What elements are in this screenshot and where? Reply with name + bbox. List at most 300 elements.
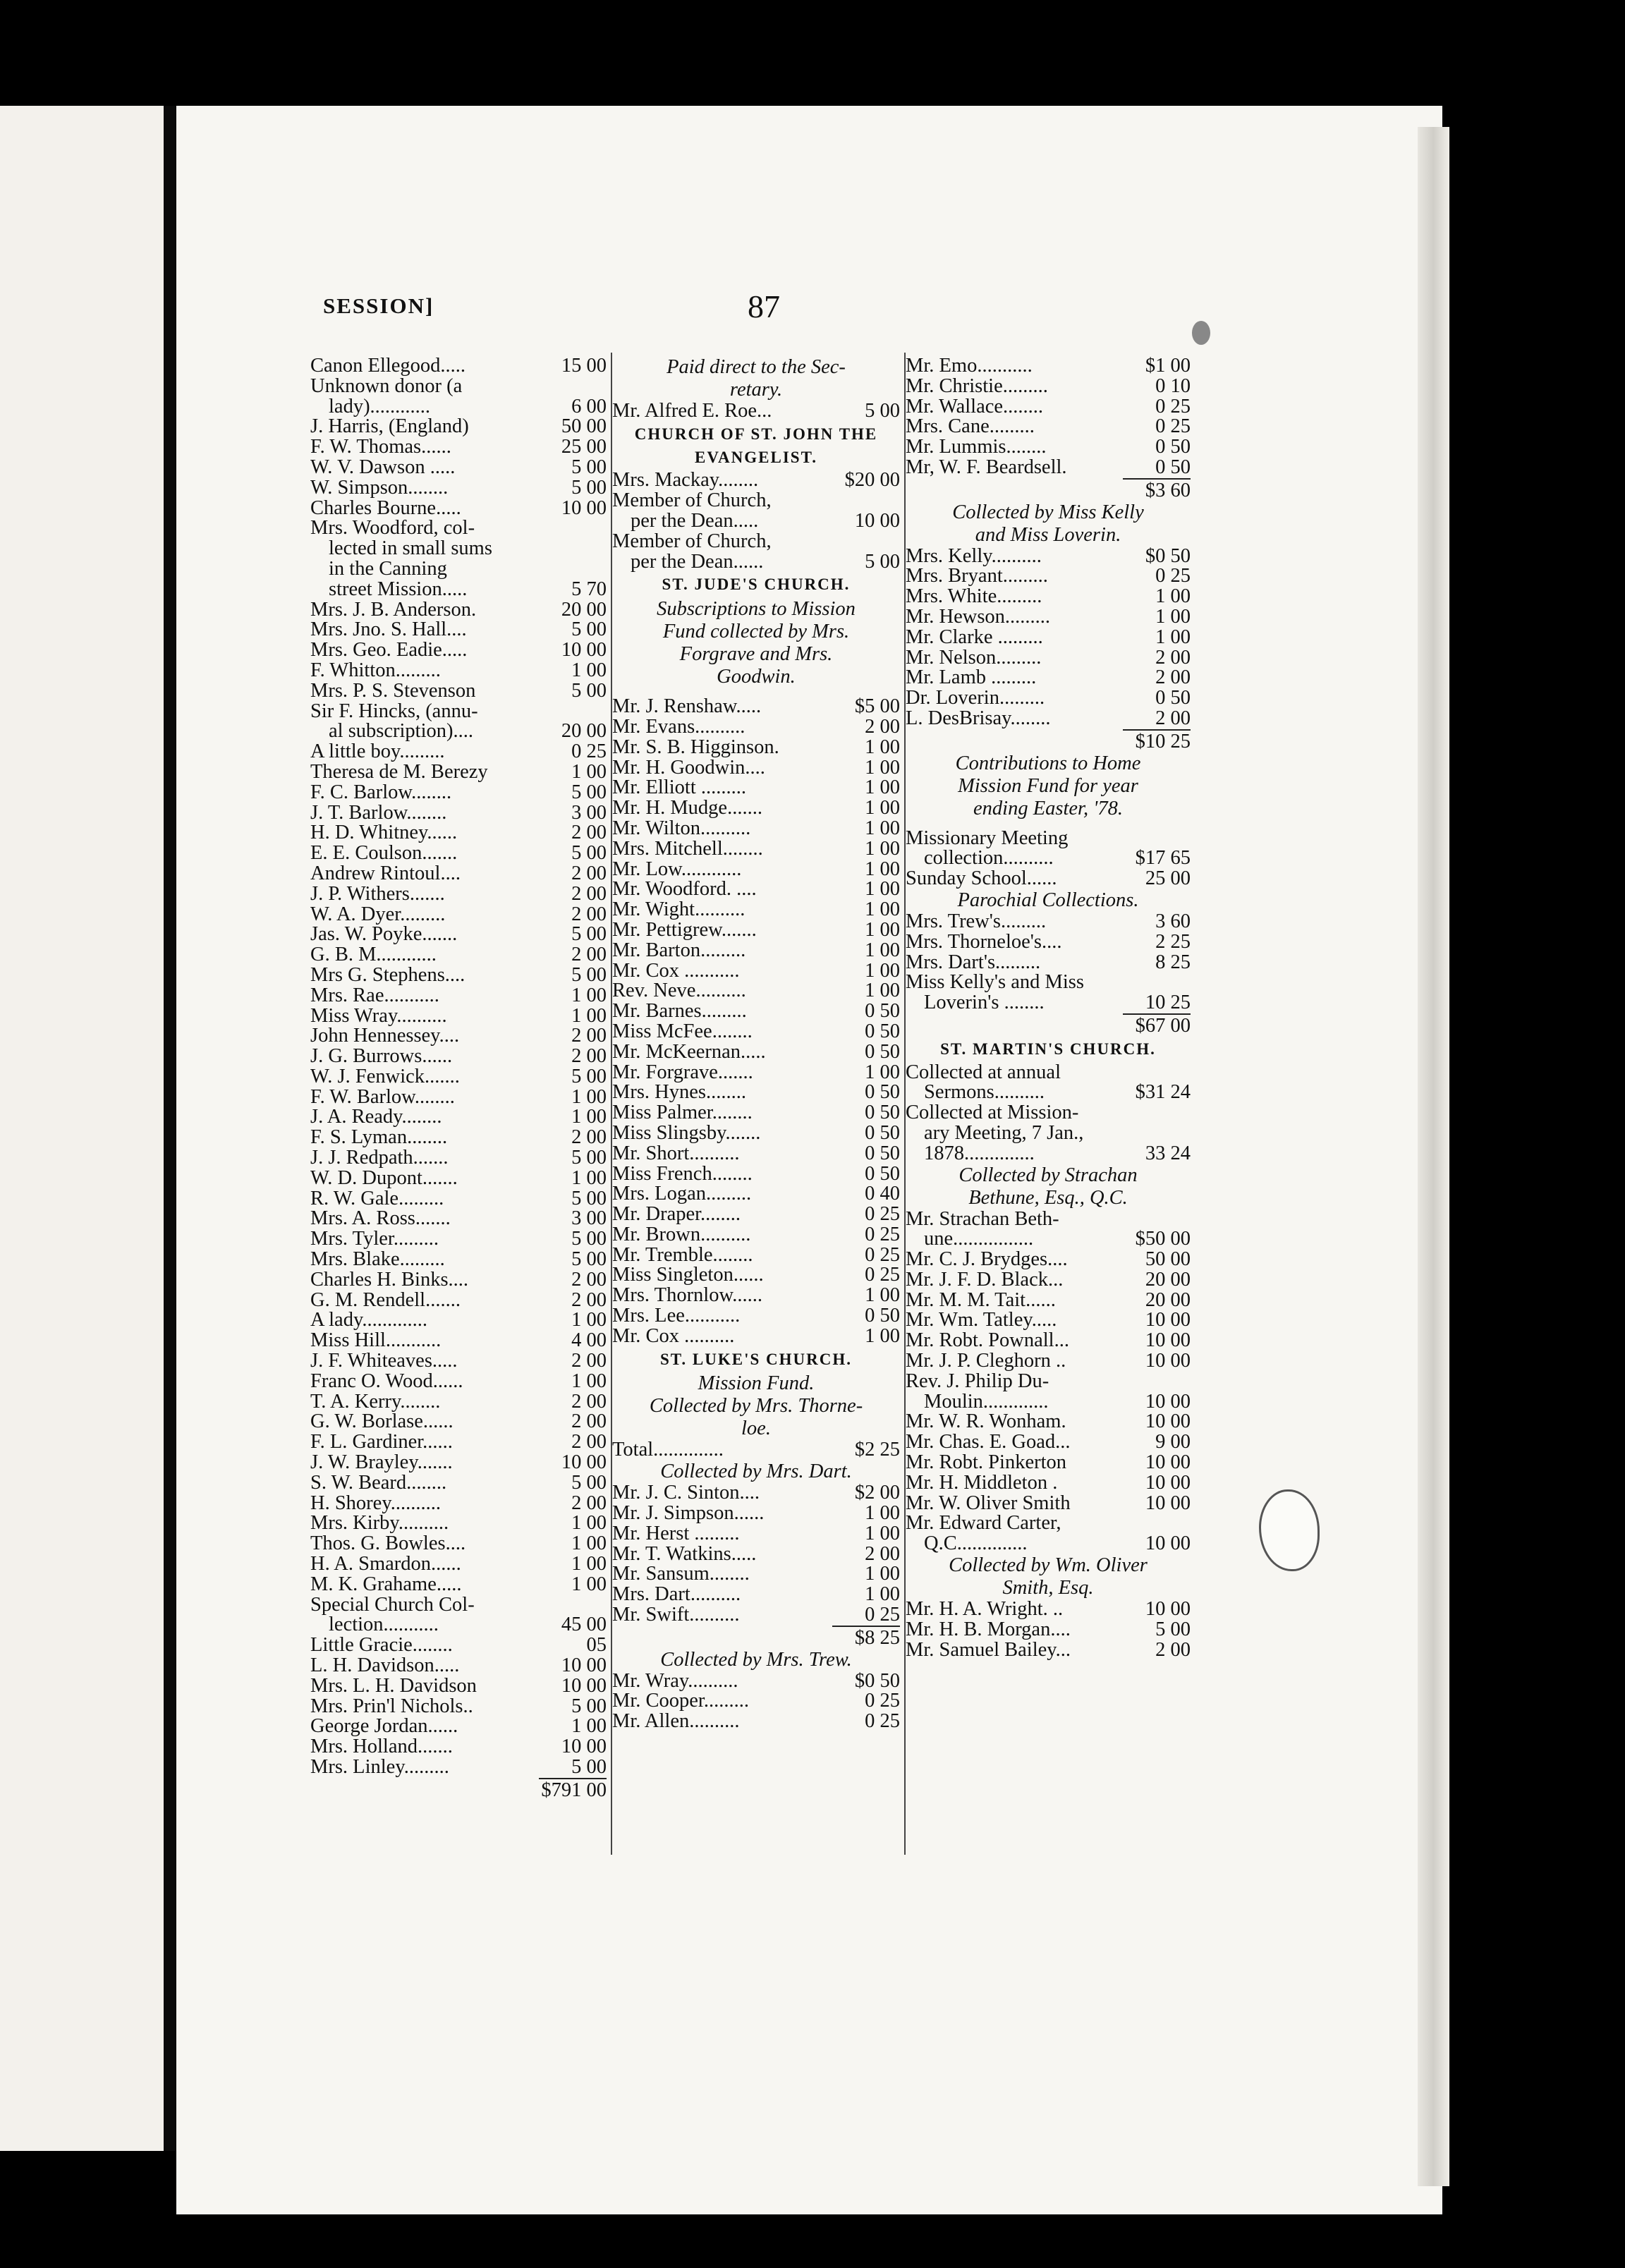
donor-name: ary Meeting, 7 Jan., bbox=[924, 1123, 1084, 1144]
donor-entry bbox=[612, 900, 900, 920]
donation-amount: 1 00 bbox=[865, 898, 900, 921]
donor-entry bbox=[612, 1265, 900, 1286]
donor-entry bbox=[906, 1640, 1191, 1661]
donor-name: Mr, W. F. Beardsell. bbox=[906, 457, 1067, 478]
donor-name: Mr. C. J. Brydges.... bbox=[906, 1250, 1068, 1270]
donor-name: Mr. M. M. Tait...... bbox=[906, 1290, 1056, 1311]
donor-entry bbox=[612, 717, 900, 738]
donor-name: Mr. Sansum........ bbox=[612, 1564, 750, 1585]
donor-name: collection.......... bbox=[924, 848, 1054, 870]
column-total bbox=[906, 1013, 1191, 1037]
italic-subheading: Collected by Wm. Oliver bbox=[949, 1554, 1148, 1577]
donor-entry bbox=[310, 1087, 607, 1108]
donation-amount: $50 00 bbox=[1135, 1228, 1191, 1250]
donor-entry bbox=[612, 470, 900, 491]
donor-name: Mr. Clarke ......... bbox=[906, 627, 1043, 648]
donor-entry bbox=[612, 1103, 900, 1123]
page-number: 87 bbox=[748, 288, 780, 324]
donation-amount: $17 65 bbox=[1135, 847, 1191, 870]
donation-amount: 10 00 bbox=[1145, 1532, 1191, 1555]
donor-entry bbox=[310, 884, 607, 905]
total-amount: $10 25 bbox=[1123, 729, 1191, 752]
donor-entry bbox=[310, 1067, 607, 1087]
donor-name: Theresa de M. Berezy bbox=[310, 762, 488, 783]
donation-amount: 5 00 bbox=[571, 842, 607, 865]
donor-name: Mr. H. Middleton . bbox=[906, 1473, 1058, 1494]
donation-amount: 0 25 bbox=[865, 1264, 900, 1286]
donor-name: Mrs. Woodford, col- bbox=[310, 518, 475, 539]
donor-name: Mr. Barnes......... bbox=[612, 1001, 747, 1022]
section-heading: ST. JUDE'S CHURCH. bbox=[662, 575, 851, 594]
donor-name: Special Church Col- bbox=[310, 1595, 475, 1616]
donor-name: Mr. Wight.......... bbox=[612, 900, 745, 920]
donor-entry bbox=[310, 1148, 607, 1169]
donor-name: Mr. Wilton.......... bbox=[612, 818, 751, 839]
donor-name: Mrs G. Stephens.... bbox=[310, 965, 465, 986]
donor-entry bbox=[906, 356, 1191, 377]
donation-amount: 1 00 bbox=[865, 1061, 900, 1083]
donor-name: Mrs. Bryant......... bbox=[906, 566, 1048, 587]
donor-entry bbox=[310, 417, 607, 437]
column-total bbox=[906, 478, 1191, 501]
donor-name: Sir F. Hincks, (annu- bbox=[310, 701, 478, 722]
donation-amount: 1 00 bbox=[1155, 605, 1191, 628]
book-gutter bbox=[164, 106, 176, 2151]
total-amount: $791 00 bbox=[539, 1778, 607, 1801]
donor-name: W. D. Dupont....... bbox=[310, 1168, 458, 1189]
donor-name: Miss Palmer........ bbox=[612, 1103, 753, 1123]
donor-entry bbox=[612, 1063, 900, 1083]
donation-amount: 10 00 bbox=[561, 1451, 607, 1474]
donor-name: F. C. Barlow........ bbox=[310, 782, 452, 803]
donor-entry bbox=[612, 920, 900, 941]
donor-name: Mr. J. Renshaw..... bbox=[612, 697, 762, 717]
donor-name: Mrs. Mackay........ bbox=[612, 470, 759, 492]
donation-amount: 3 00 bbox=[571, 801, 607, 824]
donation-amount: 10 00 bbox=[1145, 1390, 1191, 1413]
donor-entry bbox=[906, 566, 1191, 587]
donation-amount: 5 00 bbox=[571, 1248, 607, 1271]
donor-name: F. W. Barlow........ bbox=[310, 1087, 455, 1108]
donor-name: S. W. Beard........ bbox=[310, 1473, 447, 1494]
donor-entry bbox=[612, 1286, 900, 1306]
donation-amount: 0 50 bbox=[865, 1000, 900, 1023]
donation-amount: 1 00 bbox=[571, 1085, 607, 1108]
donor-entry bbox=[612, 1205, 900, 1225]
donor-entry bbox=[310, 721, 607, 742]
donation-amount: 20 00 bbox=[1145, 1268, 1191, 1291]
total-amount: $67 00 bbox=[1123, 1013, 1191, 1037]
donor-name: Dr. Loverin......... bbox=[906, 688, 1045, 709]
donor-entry bbox=[310, 1331, 607, 1351]
donor-name: Rev. J. Philip Du- bbox=[906, 1371, 1049, 1392]
donor-entry bbox=[310, 1575, 607, 1595]
donation-amount: 2 00 bbox=[571, 1288, 607, 1311]
donation-amount: 0 25 bbox=[865, 1203, 900, 1226]
donation-amount: 2 25 bbox=[1155, 930, 1191, 953]
italic-subheading: Smith, Esq. bbox=[1002, 1577, 1094, 1599]
donation-amount: 10 00 bbox=[561, 1654, 607, 1676]
donor-entry bbox=[612, 1042, 900, 1063]
donation-amount: $31 24 bbox=[1135, 1081, 1191, 1104]
donor-entry bbox=[906, 1144, 1191, 1164]
donor-entry bbox=[612, 798, 900, 819]
donor-name: Mr. Cox ........... bbox=[612, 961, 740, 982]
donation-amount: 10 00 bbox=[854, 509, 900, 532]
donor-entry bbox=[612, 1544, 900, 1565]
donor-entry bbox=[612, 1605, 900, 1626]
donor-name: G. W. Borlase...... bbox=[310, 1412, 454, 1433]
donor-name: une................ bbox=[924, 1229, 1034, 1250]
donation-amount: 1 00 bbox=[1155, 585, 1191, 608]
donor-entry bbox=[612, 511, 900, 532]
donation-amount: 1 00 bbox=[865, 980, 900, 1002]
donation-amount: 5 00 bbox=[1155, 1618, 1191, 1640]
donor-name: Mrs. Kirby.......... bbox=[310, 1513, 449, 1535]
donation-amount: 1 00 bbox=[865, 959, 900, 982]
donation-amount: 1 00 bbox=[865, 1522, 900, 1544]
donor-entry bbox=[310, 397, 607, 417]
donor-name: Mrs. Dart's......... bbox=[906, 952, 1041, 973]
donor-name: Mrs. Trew's......... bbox=[906, 911, 1047, 932]
donor-entry bbox=[612, 879, 900, 900]
donor-entry bbox=[612, 860, 900, 880]
donation-amount: 5 00 bbox=[571, 781, 607, 803]
donation-amount: $2 25 bbox=[854, 1439, 900, 1461]
donor-entry bbox=[612, 1144, 900, 1164]
donation-amount: $0 50 bbox=[854, 1669, 900, 1692]
spacer bbox=[906, 820, 1191, 829]
donation-amount: 05 bbox=[586, 1634, 607, 1657]
donor-entry bbox=[906, 993, 1191, 1013]
donor-name: Mrs. Geo. Eadie..... bbox=[310, 640, 468, 661]
donation-amount: 10 00 bbox=[561, 1736, 607, 1758]
donor-entry bbox=[310, 803, 607, 824]
donation-amount: 5 00 bbox=[571, 1471, 607, 1494]
donor-entry bbox=[906, 1229, 1191, 1250]
donor-name: Mrs. Cane......... bbox=[906, 417, 1035, 438]
donation-amount: 1 00 bbox=[865, 878, 900, 901]
italic-subheading: Collected by Mrs. Dart. bbox=[660, 1461, 852, 1483]
donation-amount: 50 00 bbox=[561, 415, 607, 438]
donor-entry bbox=[310, 1534, 607, 1554]
donor-name: Mr. W. R. Wonham. bbox=[906, 1412, 1066, 1433]
donation-amount: 0 25 bbox=[1155, 565, 1191, 587]
donor-name: J. W. Brayley....... bbox=[310, 1453, 453, 1473]
donor-name: Mr. Evans.......... bbox=[612, 717, 745, 738]
donor-entry bbox=[612, 1001, 900, 1022]
donor-name: Charles Bourne..... bbox=[310, 498, 461, 519]
donation-amount: 1 00 bbox=[865, 1502, 900, 1525]
donation-amount: 0 50 bbox=[1155, 687, 1191, 709]
donor-name: Mr. Edward Carter, bbox=[906, 1513, 1061, 1535]
donor-entry bbox=[310, 762, 607, 783]
donor-name: Mrs. Holland....... bbox=[310, 1737, 453, 1757]
donation-amount: 1 00 bbox=[571, 1004, 607, 1027]
donor-entry bbox=[310, 478, 607, 499]
donor-name: Miss Kelly's and Miss bbox=[906, 973, 1084, 994]
donor-entry bbox=[310, 823, 607, 843]
donor-name: Member of Church, bbox=[612, 531, 772, 552]
donor-entry bbox=[906, 1599, 1191, 1620]
donor-name: Little Gracie........ bbox=[310, 1635, 453, 1656]
donor-entry bbox=[310, 1453, 607, 1473]
donor-entry bbox=[906, 869, 1191, 889]
donor-entry bbox=[310, 356, 607, 377]
donation-amount: 0 25 bbox=[865, 1223, 900, 1245]
donation-amount: 3 00 bbox=[571, 1207, 607, 1230]
donor-name: Mrs. White......... bbox=[906, 587, 1042, 607]
donor-entry bbox=[310, 1473, 607, 1494]
italic-subheading: Parochial Collections. bbox=[957, 889, 1139, 911]
donor-name: Miss McFee........ bbox=[612, 1021, 753, 1042]
donor-name: Mr. J. C. Sinton.... bbox=[612, 1483, 760, 1504]
donor-name: in the Canning bbox=[329, 559, 447, 580]
donor-entry bbox=[906, 848, 1191, 869]
donor-entry bbox=[612, 1164, 900, 1185]
donor-entry bbox=[906, 1494, 1191, 1514]
total-amount: $8 25 bbox=[832, 1626, 900, 1649]
donor-name: Mr. Herst ......... bbox=[612, 1523, 740, 1544]
donation-amount: 0 50 bbox=[865, 1162, 900, 1185]
facing-page-edge bbox=[0, 106, 164, 2151]
donor-name: J. P. Withers....... bbox=[310, 884, 445, 905]
donor-name: W. Simpson........ bbox=[310, 477, 449, 499]
donor-name: Miss Wray.......... bbox=[310, 1006, 447, 1027]
donation-amount: 5 00 bbox=[571, 1065, 607, 1087]
donor-name: H. Shorey.......... bbox=[310, 1493, 441, 1514]
donation-amount: 10 00 bbox=[561, 496, 607, 519]
donation-amount: 1 00 bbox=[865, 736, 900, 758]
donation-amount: 1 00 bbox=[571, 1573, 607, 1595]
donor-name: Mr. Wm. Tatley..... bbox=[906, 1310, 1057, 1331]
donor-name: H. D. Whitney...... bbox=[310, 823, 458, 844]
donation-amount: 25 00 bbox=[1145, 867, 1191, 890]
donation-amount: 5 70 bbox=[571, 578, 607, 600]
donor-entry bbox=[310, 1656, 607, 1676]
donor-name: al subscription).... bbox=[329, 721, 474, 743]
donor-entry bbox=[612, 1022, 900, 1042]
donor-name: Mrs. Lee........... bbox=[612, 1306, 741, 1327]
italic-subheading: Paid direct to the Sec- bbox=[667, 356, 846, 378]
section-heading: CHURCH OF ST. JOHN THE bbox=[634, 425, 878, 443]
donation-amount: 2 00 bbox=[571, 903, 607, 925]
donation-amount: 20 00 bbox=[1145, 1288, 1191, 1311]
donation-amount: 33 24 bbox=[1145, 1142, 1191, 1164]
donation-amount: 20 00 bbox=[561, 720, 607, 743]
donor-name: Collected at annual bbox=[906, 1062, 1061, 1083]
donor-entry bbox=[612, 1184, 900, 1205]
donor-name: Mrs. Kelly.......... bbox=[906, 546, 1042, 567]
italic-subheading: loe. bbox=[741, 1418, 771, 1440]
column-total bbox=[906, 729, 1191, 752]
donor-entry bbox=[310, 742, 607, 762]
donation-amount: 0 50 bbox=[865, 1040, 900, 1063]
donation-amount: $1 00 bbox=[1145, 355, 1191, 377]
donor-name: Mr. Lummis........ bbox=[906, 437, 1047, 458]
donor-entry bbox=[906, 1331, 1191, 1351]
donation-amount: 0 50 bbox=[865, 1102, 900, 1124]
donation-amount: 45 00 bbox=[561, 1614, 607, 1636]
donor-entry bbox=[310, 925, 607, 945]
donor-name: Mr. Tremble........ bbox=[612, 1245, 753, 1266]
donor-name: G. M. Rendell....... bbox=[310, 1290, 461, 1311]
donor-name: Mr. Wallace........ bbox=[906, 396, 1044, 417]
donor-entry bbox=[906, 397, 1191, 417]
donor-entry bbox=[612, 1564, 900, 1585]
italic-subheading: and Miss Loverin. bbox=[975, 523, 1121, 546]
donor-name: Mr. Christie......... bbox=[906, 376, 1048, 397]
donation-amount: 0 50 bbox=[865, 1081, 900, 1104]
donor-entry bbox=[612, 532, 900, 552]
donor-entry bbox=[612, 1225, 900, 1245]
donor-name: Mrs. Dart.......... bbox=[612, 1585, 741, 1606]
donor-name: Mr. Wray.......... bbox=[612, 1671, 738, 1692]
donor-entry bbox=[906, 1534, 1191, 1554]
donation-amount: 1 00 bbox=[865, 1324, 900, 1347]
donor-name: Sunday School...... bbox=[906, 869, 1057, 889]
donor-entry bbox=[612, 1504, 900, 1524]
donor-name: J. F. Whiteaves..... bbox=[310, 1351, 458, 1372]
donation-amount: 0 25 bbox=[1155, 415, 1191, 438]
donor-name: Missionary Meeting bbox=[906, 828, 1069, 849]
donor-entry bbox=[906, 1123, 1191, 1144]
donor-entry bbox=[310, 1026, 607, 1047]
donor-entry bbox=[310, 539, 607, 559]
donation-amount: 1 00 bbox=[865, 858, 900, 880]
donation-amount: 1 00 bbox=[571, 1532, 607, 1555]
donation-amount: 50 00 bbox=[1145, 1248, 1191, 1271]
donor-entry bbox=[310, 783, 607, 803]
donation-amount: 1 00 bbox=[571, 984, 607, 1006]
donation-amount: 1 00 bbox=[865, 1583, 900, 1606]
donor-name: Mr. Swift.......... bbox=[612, 1605, 740, 1626]
donor-name: George Jordan...... bbox=[310, 1717, 458, 1738]
donor-name: Mr. Short.......... bbox=[612, 1143, 740, 1164]
donation-amount: 1 00 bbox=[571, 1309, 607, 1331]
donor-name: Charles H. Binks.... bbox=[310, 1269, 469, 1291]
donor-entry bbox=[906, 1209, 1191, 1230]
donation-amount: 0 10 bbox=[1155, 374, 1191, 397]
donation-amount: 1 00 bbox=[865, 1563, 900, 1585]
donor-entry bbox=[612, 552, 900, 573]
donation-amount: 10 00 bbox=[1145, 1309, 1191, 1331]
donor-entry bbox=[310, 1270, 607, 1291]
donor-name: F. S. Lyman........ bbox=[310, 1128, 448, 1149]
donor-entry bbox=[310, 620, 607, 640]
donor-name: per the Dean..... bbox=[631, 511, 759, 532]
donor-entry bbox=[906, 458, 1191, 478]
donation-amount: 10 00 bbox=[1145, 1350, 1191, 1372]
donation-amount: 1 00 bbox=[865, 837, 900, 860]
donation-amount: 0 50 bbox=[865, 1020, 900, 1042]
donor-entry bbox=[906, 1432, 1191, 1453]
donor-entry bbox=[612, 1671, 900, 1692]
donor-entry bbox=[310, 1229, 607, 1250]
donor-entry bbox=[906, 628, 1191, 648]
section-heading: ST. MARTIN'S CHURCH. bbox=[940, 1040, 1156, 1058]
donor-entry bbox=[310, 1554, 607, 1575]
donor-entry bbox=[310, 1412, 607, 1432]
donor-entry bbox=[612, 819, 900, 839]
donor-name: Mrs. J. B. Anderson. bbox=[310, 599, 477, 621]
donation-amount: 10 00 bbox=[1145, 1492, 1191, 1514]
donation-amount: 2 00 bbox=[571, 822, 607, 844]
donation-amount: 1 00 bbox=[571, 659, 607, 681]
donor-name: G. B. M............ bbox=[310, 945, 437, 965]
donor-entry bbox=[906, 953, 1191, 973]
donor-entry bbox=[906, 1083, 1191, 1103]
donation-amount: 5 00 bbox=[571, 679, 607, 702]
donor-entry bbox=[906, 709, 1191, 729]
donor-entry bbox=[612, 981, 900, 1001]
donor-name: Unknown donor (a bbox=[310, 376, 463, 397]
donor-name: lected in small sums bbox=[329, 539, 492, 559]
donation-amount: 0 25 bbox=[571, 740, 607, 763]
donor-name: Q.C.............. bbox=[924, 1534, 1028, 1555]
donor-entry bbox=[310, 437, 607, 458]
donor-entry bbox=[906, 417, 1191, 437]
donor-entry bbox=[906, 1372, 1191, 1392]
column-1 bbox=[310, 356, 607, 1801]
donor-entry bbox=[906, 587, 1191, 607]
donor-name: Collected at Mission- bbox=[906, 1103, 1079, 1123]
donor-name: Jas. W. Poyke....... bbox=[310, 925, 458, 946]
donation-amount: 8 25 bbox=[1155, 951, 1191, 973]
donation-amount: 1 00 bbox=[865, 918, 900, 941]
donor-name: F. L. Gardiner...... bbox=[310, 1432, 453, 1453]
donor-name: Mr. Forgrave....... bbox=[612, 1062, 753, 1083]
donation-amount: 5 00 bbox=[571, 1695, 607, 1717]
donor-name: Mr. Barton......... bbox=[612, 940, 746, 961]
donation-amount: 10 00 bbox=[1145, 1410, 1191, 1433]
donor-name: L. H. Davidson..... bbox=[310, 1656, 460, 1676]
donation-amount: 0 40 bbox=[865, 1183, 900, 1205]
donor-entry bbox=[612, 1123, 900, 1144]
donor-entry bbox=[310, 1757, 607, 1778]
donation-amount: 2 00 bbox=[571, 1390, 607, 1413]
donor-name: John Hennessey.... bbox=[310, 1026, 460, 1047]
donor-name: Sermons.......... bbox=[924, 1083, 1045, 1104]
donation-amount: 0 25 bbox=[865, 1243, 900, 1266]
donor-entry bbox=[310, 905, 607, 925]
donor-name: W. J. Fenwick....... bbox=[310, 1066, 460, 1087]
donor-entry bbox=[906, 1392, 1191, 1413]
column-total bbox=[310, 1778, 607, 1801]
donor-entry bbox=[310, 843, 607, 864]
donation-amount: 1 00 bbox=[571, 1553, 607, 1575]
donor-name: Miss Singleton...... bbox=[612, 1265, 764, 1286]
donor-name: Mrs. Mitchell........ bbox=[612, 839, 763, 860]
donor-entry bbox=[906, 973, 1191, 993]
donor-name: Miss French........ bbox=[612, 1164, 753, 1185]
donor-entry bbox=[906, 829, 1191, 849]
donation-amount: 5 00 bbox=[571, 476, 607, 499]
donor-entry bbox=[310, 1166, 607, 1189]
donor-name: Mr. H. Goodwin.... bbox=[612, 757, 765, 779]
donor-name: Mr. Brown.......... bbox=[612, 1224, 751, 1245]
italic-subheading: Bethune, Esq., Q.C. bbox=[968, 1186, 1128, 1209]
donation-amount: 1 00 bbox=[571, 1512, 607, 1535]
donor-name: L. DesBrisay........ bbox=[906, 708, 1051, 729]
donor-name: Mrs. Tyler......... bbox=[310, 1229, 439, 1250]
donor-entry bbox=[310, 600, 607, 621]
donor-name: Mr. Lamb ......... bbox=[906, 668, 1037, 689]
donor-entry bbox=[310, 986, 607, 1006]
donation-amount: $5 00 bbox=[854, 695, 900, 718]
donor-entry bbox=[310, 377, 607, 397]
donor-name: Mrs. Logan......... bbox=[612, 1184, 752, 1205]
